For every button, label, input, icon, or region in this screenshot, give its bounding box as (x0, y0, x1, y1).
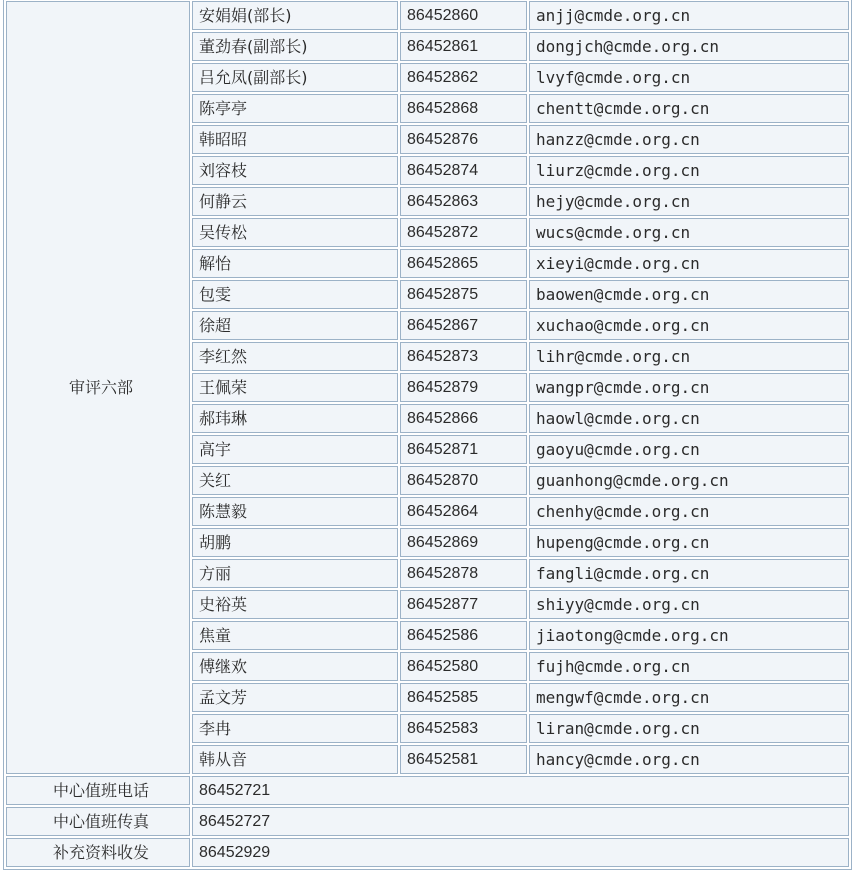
staff-phone-cell: 86452863 (400, 187, 527, 216)
staff-phone-cell: 86452867 (400, 311, 527, 340)
staff-phone-cell: 86452877 (400, 590, 527, 619)
footer-row (6, 776, 849, 805)
staff-phone-cell: 86452868 (400, 94, 527, 123)
staff-email-cell[interactable]: mengwf@cmde.org.cn (529, 683, 849, 712)
footer-value-cell: 86452929 (192, 838, 849, 867)
staff-name-cell: 陈亭亭 (192, 94, 398, 123)
staff-name-cell: 吴传松 (192, 218, 398, 247)
staff-email-cell[interactable]: xuchao@cmde.org.cn (529, 311, 849, 340)
staff-email-cell[interactable]: anjj@cmde.org.cn (529, 1, 849, 30)
staff-name-cell: 高宇 (192, 435, 398, 464)
staff-name-cell: 何静云 (192, 187, 398, 216)
staff-email-cell[interactable]: wucs@cmde.org.cn (529, 218, 849, 247)
staff-phone-cell: 86452876 (400, 125, 527, 154)
staff-phone-cell: 86452862 (400, 63, 527, 92)
staff-name-cell: 史裕英 (192, 590, 398, 619)
staff-name-cell: 焦童 (192, 621, 398, 650)
footer-row (6, 838, 849, 867)
staff-name-cell: 韩从音 (192, 745, 398, 774)
staff-email-cell[interactable]: dongjch@cmde.org.cn (529, 32, 849, 61)
staff-email-cell[interactable]: haowl@cmde.org.cn (529, 404, 849, 433)
staff-phone-cell: 86452870 (400, 466, 527, 495)
staff-email-cell[interactable]: liran@cmde.org.cn (529, 714, 849, 743)
staff-name-cell: 方丽 (192, 559, 398, 588)
staff-email-cell[interactable]: shiyy@cmde.org.cn (529, 590, 849, 619)
table-row (6, 1, 849, 30)
staff-email-cell[interactable]: hejy@cmde.org.cn (529, 187, 849, 216)
staff-email-cell[interactable]: hupeng@cmde.org.cn (529, 528, 849, 557)
contact-table (3, 0, 852, 870)
staff-email-cell[interactable]: fangli@cmde.org.cn (529, 559, 849, 588)
staff-phone-cell: 86452873 (400, 342, 527, 371)
staff-name-cell: 傅继欢 (192, 652, 398, 681)
staff-email-cell[interactable]: hanzz@cmde.org.cn (529, 125, 849, 154)
staff-phone-cell: 86452580 (400, 652, 527, 681)
staff-name-cell: 徐超 (192, 311, 398, 340)
staff-email-cell[interactable]: xieyi@cmde.org.cn (529, 249, 849, 278)
footer-row (6, 807, 849, 836)
footer-label-cell: 中心值班电话 (6, 776, 190, 805)
footer-value-cell: 86452721 (192, 776, 849, 805)
staff-phone-cell: 86452583 (400, 714, 527, 743)
staff-phone-cell: 86452585 (400, 683, 527, 712)
footer-label-cell: 中心值班传真 (6, 807, 190, 836)
staff-name-cell: 解怡 (192, 249, 398, 278)
footer-label-cell: 补充资料收发 (6, 838, 190, 867)
staff-name-cell: 李红然 (192, 342, 398, 371)
staff-phone-cell: 86452878 (400, 559, 527, 588)
staff-phone-cell: 86452866 (400, 404, 527, 433)
staff-email-cell[interactable]: lvyf@cmde.org.cn (529, 63, 849, 92)
staff-email-cell[interactable]: liurz@cmde.org.cn (529, 156, 849, 185)
staff-name-cell: 胡鹏 (192, 528, 398, 557)
staff-name-cell: 郝玮琳 (192, 404, 398, 433)
staff-phone-cell: 86452860 (400, 1, 527, 30)
staff-phone-cell: 86452871 (400, 435, 527, 464)
staff-phone-cell: 86452872 (400, 218, 527, 247)
staff-phone-cell: 86452869 (400, 528, 527, 557)
staff-email-cell[interactable]: hancy@cmde.org.cn (529, 745, 849, 774)
staff-name-cell: 刘容枝 (192, 156, 398, 185)
staff-phone-cell: 86452864 (400, 497, 527, 526)
staff-phone-cell: 86452874 (400, 156, 527, 185)
staff-name-cell: 吕允凤(副部长) (192, 63, 398, 92)
staff-email-cell[interactable]: wangpr@cmde.org.cn (529, 373, 849, 402)
footer-value-cell: 86452727 (192, 807, 849, 836)
staff-phone-cell: 86452879 (400, 373, 527, 402)
staff-phone-cell: 86452865 (400, 249, 527, 278)
staff-name-cell: 王佩荣 (192, 373, 398, 402)
staff-email-cell[interactable]: lihr@cmde.org.cn (529, 342, 849, 371)
staff-name-cell: 陈慧毅 (192, 497, 398, 526)
staff-name-cell: 韩昭昭 (192, 125, 398, 154)
department-cell: 审评六部 (6, 1, 190, 774)
staff-name-cell: 董劲春(副部长) (192, 32, 398, 61)
contact-table-body (6, 1, 849, 867)
staff-email-cell[interactable]: guanhong@cmde.org.cn (529, 466, 849, 495)
staff-phone-cell: 86452586 (400, 621, 527, 650)
staff-email-cell[interactable]: jiaotong@cmde.org.cn (529, 621, 849, 650)
staff-email-cell[interactable]: baowen@cmde.org.cn (529, 280, 849, 309)
staff-email-cell[interactable]: gaoyu@cmde.org.cn (529, 435, 849, 464)
staff-name-cell: 包雯 (192, 280, 398, 309)
staff-email-cell[interactable]: chentt@cmde.org.cn (529, 94, 849, 123)
staff-phone-cell: 86452581 (400, 745, 527, 774)
staff-name-cell: 李冉 (192, 714, 398, 743)
staff-name-cell: 关红 (192, 466, 398, 495)
staff-name-cell: 孟文芳 (192, 683, 398, 712)
staff-email-cell[interactable]: fujh@cmde.org.cn (529, 652, 849, 681)
staff-phone-cell: 86452875 (400, 280, 527, 309)
staff-phone-cell: 86452861 (400, 32, 527, 61)
staff-email-cell[interactable]: chenhy@cmde.org.cn (529, 497, 849, 526)
staff-name-cell: 安娟娟(部长) (192, 1, 398, 30)
